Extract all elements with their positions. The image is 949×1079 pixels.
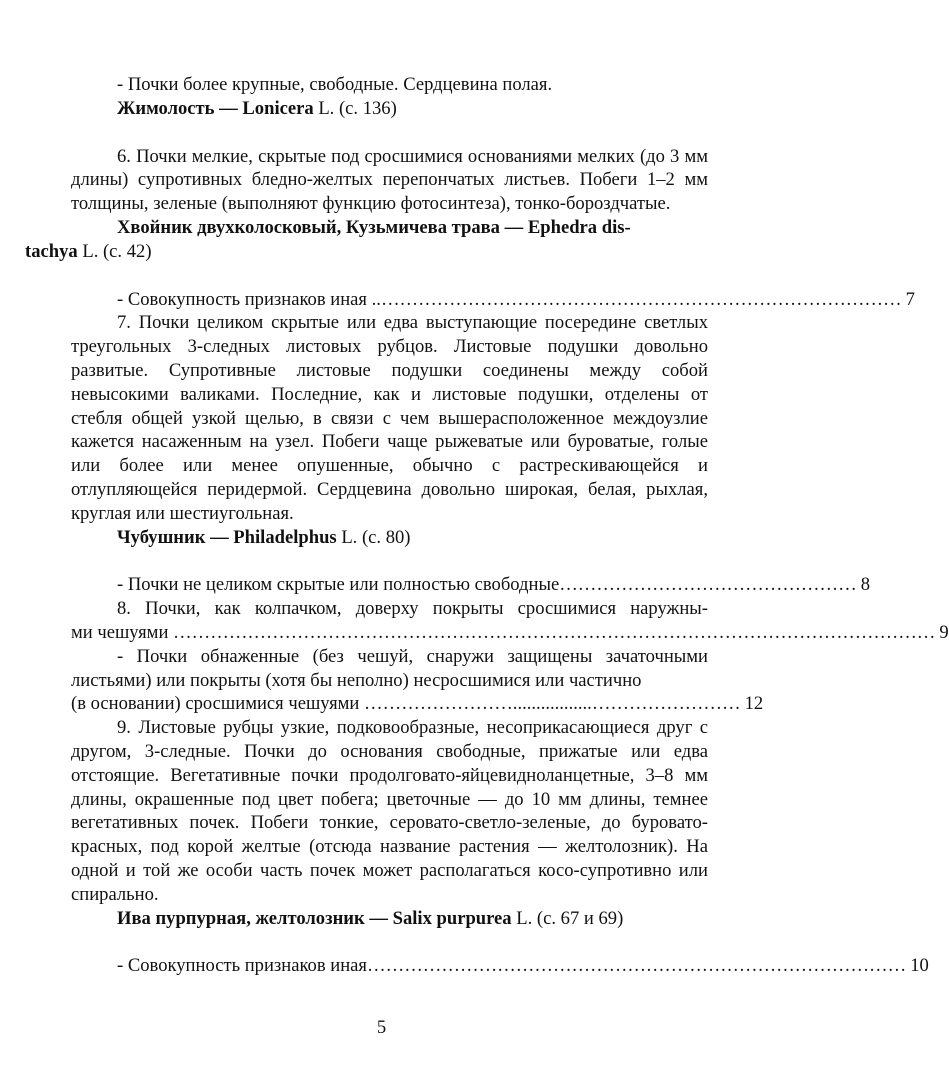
- key-text: 9. Листовые рубцы узкие, подковообразные, несоприкасающиеся друг с другом, 3-следные. Почки до основания свободные, прижатые или едва отстоящие. Вегетативные почки продолговато-яйцевидноланцетные, 3–8 мм длины, окрашенные под цвет побега; цветочные — до 10 мм длины, темнее вегетативных почек. Побеги тонкие, серовато-светло-зеленые, до буровато-красных, под корой желтые (отсюда название растения — желтолозник). На одной и той же особи часть почек может располагаться косо-супротивно или спирально.: [71, 717, 708, 905]
- key-line-other-to-7: [71, 288, 915, 312]
- page-reference: L. (с. 136): [313, 97, 397, 119]
- taxon-name: Чубушник — Philadelphus: [117, 526, 337, 548]
- key-text: ми чешуями: [71, 621, 174, 643]
- key-line-naked-buds: [71, 645, 764, 716]
- key-line-other-to-10: [71, 954, 929, 978]
- key-text: (в основании) сросшимися чешуями: [71, 693, 365, 715]
- key-line-hollow-pith: [71, 73, 708, 97]
- page-body: [25, 73, 949, 978]
- key-text-line-dots: [71, 692, 764, 716]
- key-result-salix: [71, 907, 708, 931]
- key-step-9: [71, 716, 708, 906]
- leader-dots: …………………….................……………………: [364, 693, 741, 715]
- key-result-lonicera: [71, 97, 708, 121]
- leader-dots: ……………………………………………………………………………: [367, 955, 907, 977]
- goto-number: 7: [905, 288, 915, 310]
- key-text-line: 8. Почки, как колпачком, доверху покрыты сросшимися наружны-: [117, 598, 708, 620]
- taxon-name-part1: Хвойник двухколосковый, Кузьмичева трава — Ephedra dis-: [117, 216, 631, 238]
- key-result-philadelphus: [71, 526, 708, 550]
- key-text: 6. Почки мелкие, скрытые под сросшимися основаниями мелких (до 3 мм длины) супротивных бледно-желтых перепончатых листьев. Побеги 1–2 мм толщины, зеленые (выполняют функцию фотосинтеза), тонко-бороздчатые.: [71, 145, 708, 215]
- key-line-not-hidden-to-8: [71, 573, 870, 597]
- key-step-7: [71, 311, 708, 525]
- key-text-line-dots: [71, 621, 949, 645]
- page-number: 5: [376, 1017, 387, 1038]
- page-reference: L. (с. 67 и 69): [511, 907, 624, 929]
- leader-dots: ……………………………………………………………………………………………………………: [173, 621, 936, 643]
- key-text: - Почки более крупные, свободные. Сердцевина полая.: [117, 74, 553, 95]
- key-result-ephedra: [25, 216, 708, 264]
- goto-number: 8: [860, 574, 870, 596]
- taxon-name: Жимолость — Lonicera: [117, 97, 314, 119]
- key-step-8: [71, 597, 949, 645]
- key-text: - Почки обнаженные (без чешуй, снаружи защищены зачаточными листьями) или покрыты (хотя бы неполно) несросшимися или частично: [71, 645, 708, 691]
- page-reference: L. (с. 80): [336, 526, 411, 548]
- taxon-name: Ива пурпурная, желтолозник — Salix purpurea: [117, 907, 512, 929]
- key-text: - Совокупность признаков иная: [117, 955, 367, 977]
- key-text: 7. Почки целиком скрытые или едва выступающие посередине светлых треугольных 3-следных листовых рубцов. Листовые подушки довольно развитые. Супротивные листовые подушки соединены между собой невысокими валиками. Последние, как и листовые подушки, отделены от стебля общей узкой щелью, в связи с чем вышерасположенное междоузлие кажется насаженным на узел. Побеги чаще рыжеватые или буроватые, голые или более или менее опушенные, обычно с растрескивающейся и отлупляющейся перидермой. Сердцевина довольно широкая, белая, рыхлая, круглая или шестиугольная.: [71, 312, 708, 524]
- goto-number: 10: [910, 955, 929, 977]
- key-text: - Почки не целиком скрытые или полностью свободные: [117, 574, 560, 596]
- key-text: - Совокупность признаков иная ..: [117, 288, 381, 310]
- goto-number: 12: [744, 693, 764, 715]
- key-step-6: [71, 145, 708, 216]
- leader-dots: …………………………………………………………………………: [380, 288, 902, 310]
- page-reference: L. (с. 42): [77, 240, 152, 262]
- leader-dots: …………………………………………: [559, 574, 857, 596]
- goto-number: 9: [939, 621, 949, 643]
- taxon-name-part2: tachya: [25, 240, 78, 262]
